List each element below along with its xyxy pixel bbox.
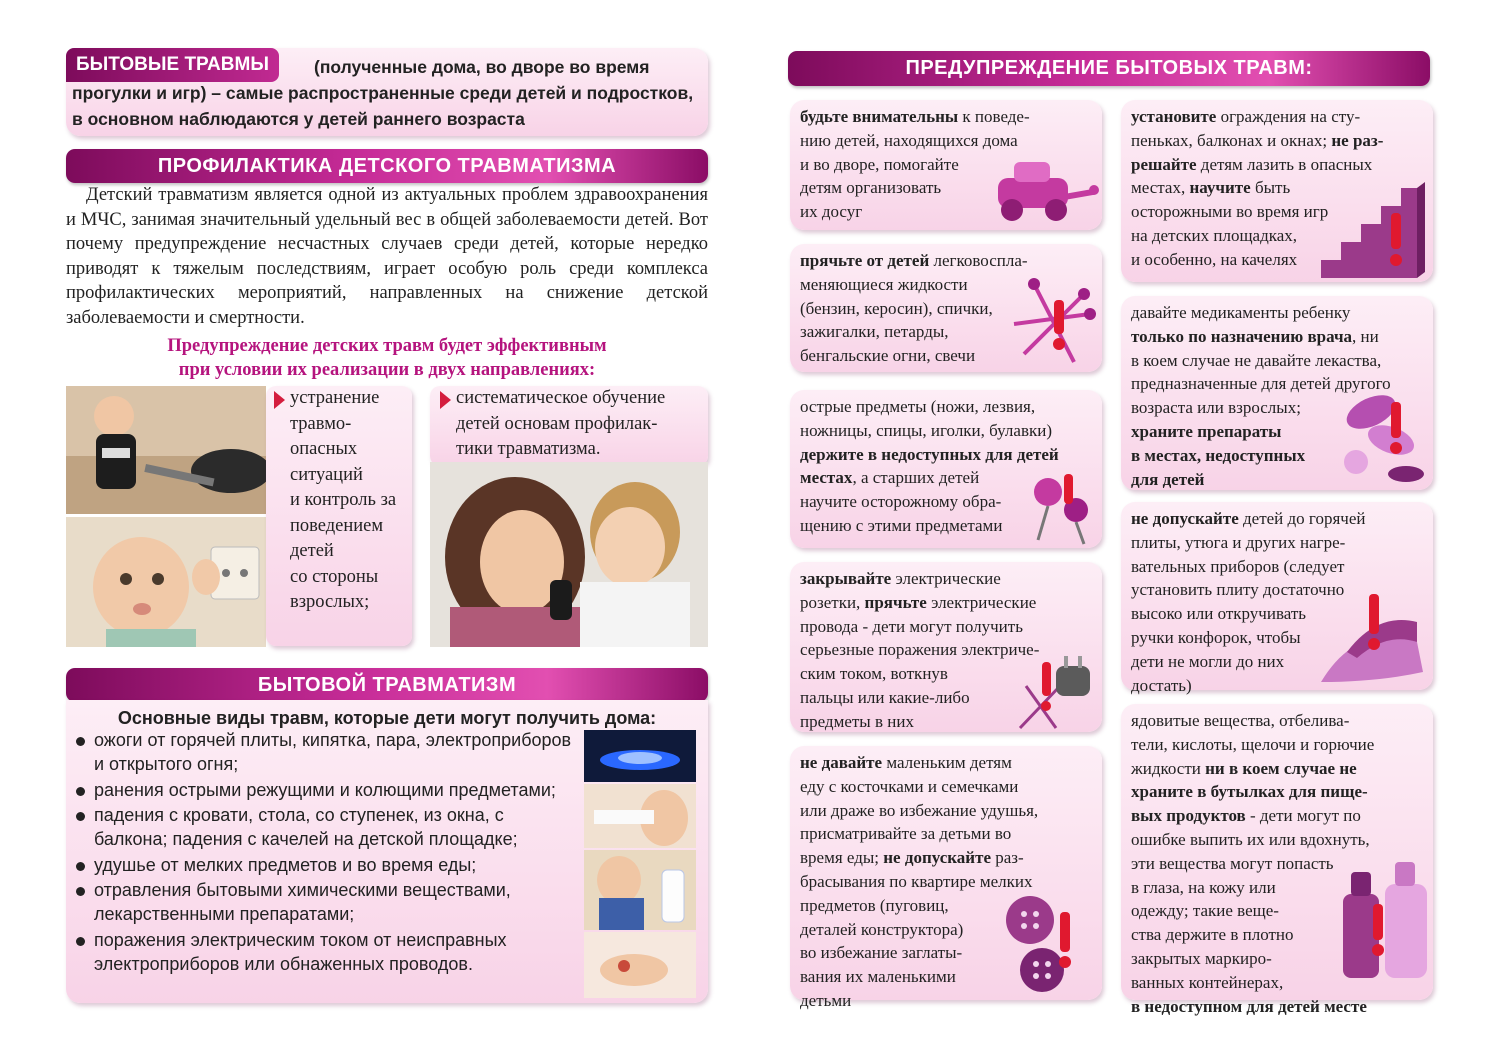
tip-sharp-objects (790, 390, 1102, 548)
bullet-icon (76, 812, 85, 821)
list-item: поражения электрическим током от неисправных электроприборов или обнаженных проводов. (74, 928, 579, 976)
tip-fences-text: установите ограждения на сту- пеньках, балконах и окнах; не раз- решайте детям лазить в опасных местах, научите быть осторожными во время игр на детских площадках, и особенно, на качелях (1131, 107, 1384, 269)
child-stove-photo (66, 386, 266, 514)
list-item: удушье от мелких предметов и во время еды; (74, 853, 579, 877)
iron-warning-icon (1317, 582, 1431, 688)
tip-poisons (1121, 704, 1433, 1016)
injury-types-box (66, 700, 708, 1003)
injury-types-heading: Основные виды травм, которые дети могут получить дома: (117, 708, 657, 728)
household-injury-banner: БЫТОВОЙ ТРАВМАТИЗМ (66, 668, 708, 702)
intro-box (66, 48, 708, 136)
bottles-warning-icon (1333, 854, 1431, 980)
mother-child-photo (430, 462, 708, 647)
plug-warning-icon (1016, 652, 1100, 730)
tip-medicines-text: давайте медикаменты ребенку только по назначению врача, ни в коем случае не давайте лекаства, предназначенные для детей другого возраста или взрослых; храните препараты в местах, недоступных для детей (1131, 303, 1391, 489)
tip-small-objects (790, 746, 1102, 1010)
tip-flammable (790, 244, 1102, 372)
baby-socket-photo (66, 517, 266, 647)
bullet-icon (76, 862, 85, 871)
pills-warning-icon (1331, 382, 1429, 486)
tip-attention (790, 100, 1102, 230)
bullet-icon (76, 937, 85, 946)
tip-stove-text: не допускайте детей до горячей плиты, утюга и других нагре- вательных приборов (следует установить плиту достаточно высоко или откручивать ручки конфорок, чтобы дети не могли до них достать) (1131, 509, 1366, 695)
tip-medicines (1121, 296, 1433, 490)
tip-stove (1121, 502, 1433, 695)
list-item: падения с кровати, стола, со ступенек, из окна, с балкона; падения с качелей на детской площадке; (74, 803, 579, 851)
emphasis-line-2: при условии их реализации в двух направлениях: (178, 360, 596, 380)
tip-fences (1121, 100, 1433, 282)
prevention-tips-banner: ПРЕДУПРЕЖДЕНИЕ БЫТОВЫХ ТРАВМ: (788, 51, 1430, 86)
injury-types-list (74, 728, 579, 977)
tip-food-text: не давайте маленьким детям еду с косточками и семечками или драже во избежание удушья, присматривайте за детьми во время еды; не допускайте раз- брасывания по квартире мелких предметов (пуговиц, деталей конструктора) во избежание заглаты- вания их маленькими детьми (800, 753, 1039, 1010)
direction-1-text: устранение травмо- опасных ситуаций и контроль за поведением детей со стороны взрослых; (290, 388, 397, 612)
intro-title-tag: БЫТОВЫЕ ТРАВМЫ (66, 48, 279, 82)
list-item: ранения острыми режущими и колющими предметами; (74, 778, 579, 802)
prevention-emphasis (66, 334, 708, 382)
tip-sockets-text: закрывайте электрические розетки, прячьте электрические провода - дети могут получить серьезные поражения электриче- ским током, воткнув пальцы или какие-либо предметы в них (800, 569, 1040, 731)
direction-box-2 (430, 386, 708, 466)
tip-poisons-text: ядовитые вещества, отбелива- тели, кислоты, щелочи и горючие жидкости ни в коем случае не храните в бутылках для пище- вых продуктов - дети могут по ошибке выпить их или вдохнуть, эти вещества могут попасть в глаза, на кожу или одежду; такие веще- ства держите в плотно закрытых маркиро- ванных контейнерах, в недоступном для детей месте (1131, 711, 1375, 1016)
arrow-marker-icon (274, 391, 285, 409)
tip-flammable-text: прячьте от детей легковоспла- меняющиеся жидкости (бензин, керосин), спички, зажигалки, петарды, бенгальские огни, свечи (800, 251, 1028, 366)
injury-photo-strip (584, 730, 696, 998)
tip-attention-text: будьте внимательны к поведе- нию детей, находящихся дома и во дворе, помогайте детям организовать их досуг (800, 107, 1030, 222)
list-item: ожоги от горячей плиты, кипятка, пара, электроприборов и открытого огня; (74, 728, 579, 776)
bullet-icon (76, 787, 85, 796)
stairs-warning-icon (1321, 178, 1429, 278)
matches-warning-icon (1004, 274, 1100, 370)
toy-car-icon (990, 150, 1100, 225)
prevention-banner: ПРОФИЛАКТИКА ДЕТСКОГО ТРАВМАТИЗМА (66, 149, 708, 183)
tip-sharp-text: острые предметы (ножи, лезвия, ножницы, спицы, иголки, булавки) держите в недоступных для детей местах, а старших детей научите осторожному обра- щению с этими предметами (800, 397, 1059, 535)
list-item: отравления бытовыми химическими веществами, лекарственными препаратами; (74, 878, 579, 926)
prevention-paragraph: Детский травматизм является одной из актуальных проблем здравоохранения и МЧС, занимая значительный удельный вес в общей заболеваемости детей. Вот почему предупреждение несчастных случаев среди детей, которые нередко приводят к тяжелым последствиям, играет особую роль среди комплекса профилактических мероприятий, направленных на снижение детской заболеваемости и смертности. (66, 185, 708, 328)
arrow-marker-icon (440, 391, 451, 409)
direction-box-1 (266, 386, 412, 646)
bullet-icon (76, 737, 85, 746)
intro-text: (полученные дома, во дворе во время прогулки и игр) – самые распространенные среди детей и подростков, в основном наблюдаются у детей раннего возраста (72, 57, 694, 129)
tip-sockets (790, 562, 1102, 732)
pushpin-warning-icon (1026, 470, 1100, 546)
buttons-warning-icon (1000, 892, 1096, 996)
direction-2-text: систематическое обучение детей основам профилак- тики травматизма. (456, 388, 666, 459)
emphasis-line-1: Предупреждение детских травм будет эффективным (167, 336, 607, 356)
bullet-icon (76, 887, 85, 896)
